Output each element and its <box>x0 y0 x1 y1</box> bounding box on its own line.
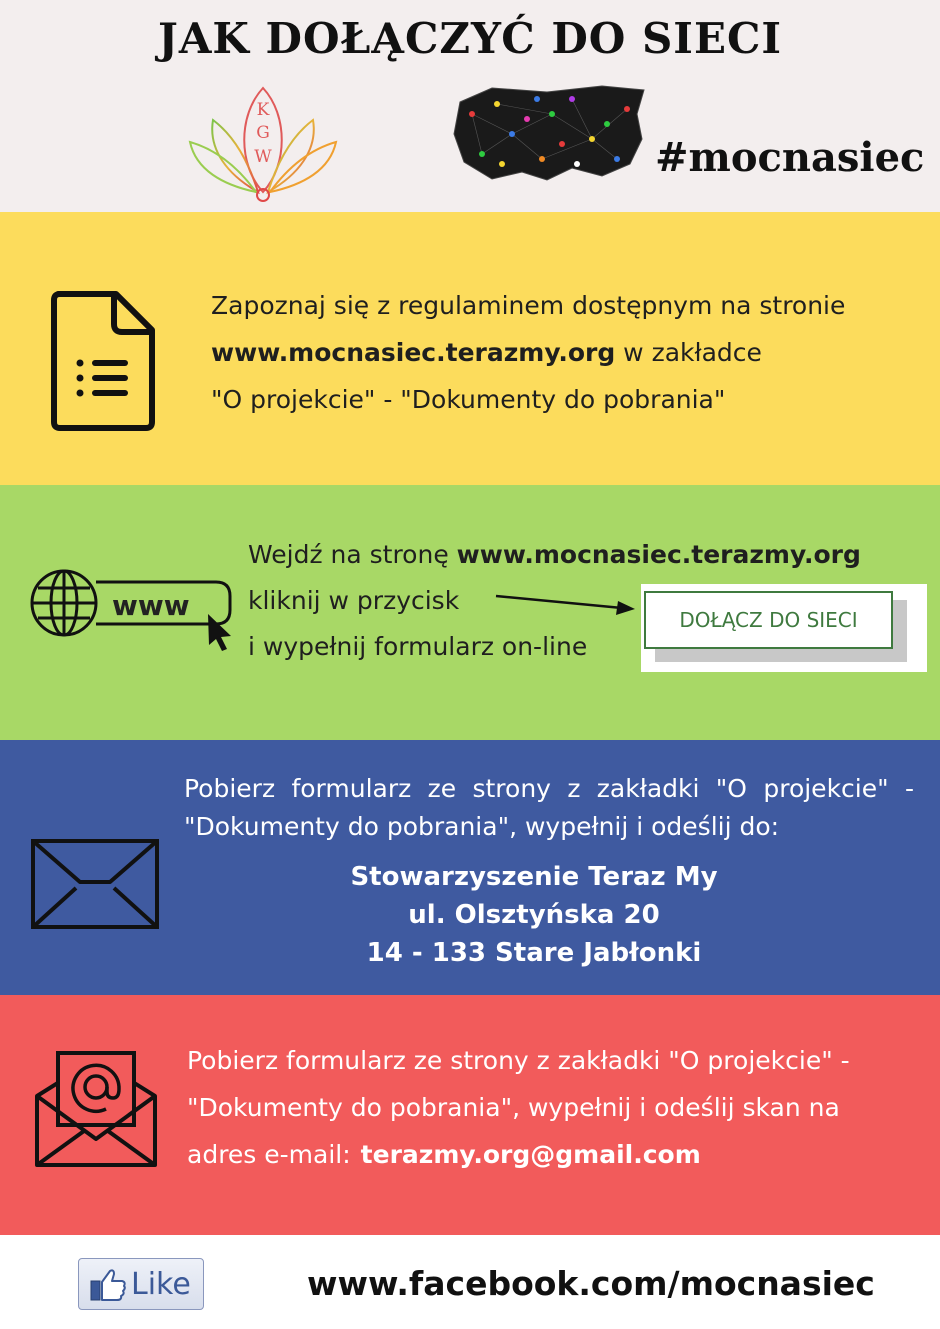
envelope-icon <box>30 838 160 930</box>
step-1-line-1: Zapoznaj się z regulaminem dostępnym na stronie <box>211 291 846 320</box>
address-street: ul. Olsztyńska 20 <box>408 900 660 930</box>
step-2-url-link[interactable]: www.mocnasiec.terazmy.org <box>456 540 861 569</box>
step-1-line-3: "O projekcie" - "Dokumenty do pobrania" <box>211 385 726 414</box>
network-map-icon <box>452 84 647 184</box>
step-4-line-2: "Dokumenty do pobrania", wypełnij i odeślij skan na <box>187 1093 840 1122</box>
step-4-text <box>187 1037 850 1178</box>
step-1-url-link[interactable]: www.mocnasiec.terazmy.org <box>211 338 616 367</box>
like-label: Like <box>131 1267 191 1302</box>
address-city: 14 - 133 Stare Jabłonki <box>366 938 702 968</box>
step-1-line-2 <box>211 329 845 376</box>
hashtag: #mocnasiec <box>655 134 925 181</box>
www-label: www <box>112 589 190 622</box>
step-2-line-1 <box>248 532 861 578</box>
postal-address <box>184 858 884 972</box>
step-2-line-2: kliknij w przycisk <box>248 586 460 615</box>
step-4-line-1: Pobierz formularz ze strony z zakładki "O projekcie" - <box>187 1046 850 1075</box>
email-address-link[interactable]: terazmy.org@gmail.com <box>360 1140 701 1169</box>
kgw-lotus-logo <box>188 80 338 205</box>
www-cursor-icon <box>28 568 238 653</box>
email-label: adres e-mail: <box>187 1140 351 1169</box>
document-icon <box>50 290 156 432</box>
logo-letter-w: W <box>254 147 272 167</box>
header-section <box>0 0 940 212</box>
thumbs-up-icon <box>89 1268 127 1302</box>
page-title: JAK DOŁĄCZYĆ DO SIECI <box>157 14 783 63</box>
email-at-icon <box>34 1051 158 1169</box>
logo-letter-g: G <box>256 123 270 143</box>
facebook-like-button[interactable] <box>78 1258 204 1310</box>
step-1-text <box>211 282 845 423</box>
join-network-button[interactable]: DOŁĄCZ DO SIECI <box>644 591 893 649</box>
address-organization: Stowarzyszenie Teraz My <box>350 862 718 892</box>
logo-letter-k: K <box>256 100 270 120</box>
step-1-line-2-rest: w zakładce <box>615 338 762 367</box>
step-2-line-3: i wypełnij formularz on-line <box>248 632 588 661</box>
step-4-line-3 <box>187 1131 850 1178</box>
step-3-text: Pobierz formularz ze strony z zakładki "O projekcie" - "Dokumenty do pobrania", wypełnij i odeślij do: <box>184 774 914 841</box>
arrow-right-icon <box>494 590 638 620</box>
facebook-url-link[interactable]: www.facebook.com/mocnasiec <box>307 1264 875 1303</box>
step-2-line-1-prefix: Wejdź na stronę <box>248 540 457 569</box>
